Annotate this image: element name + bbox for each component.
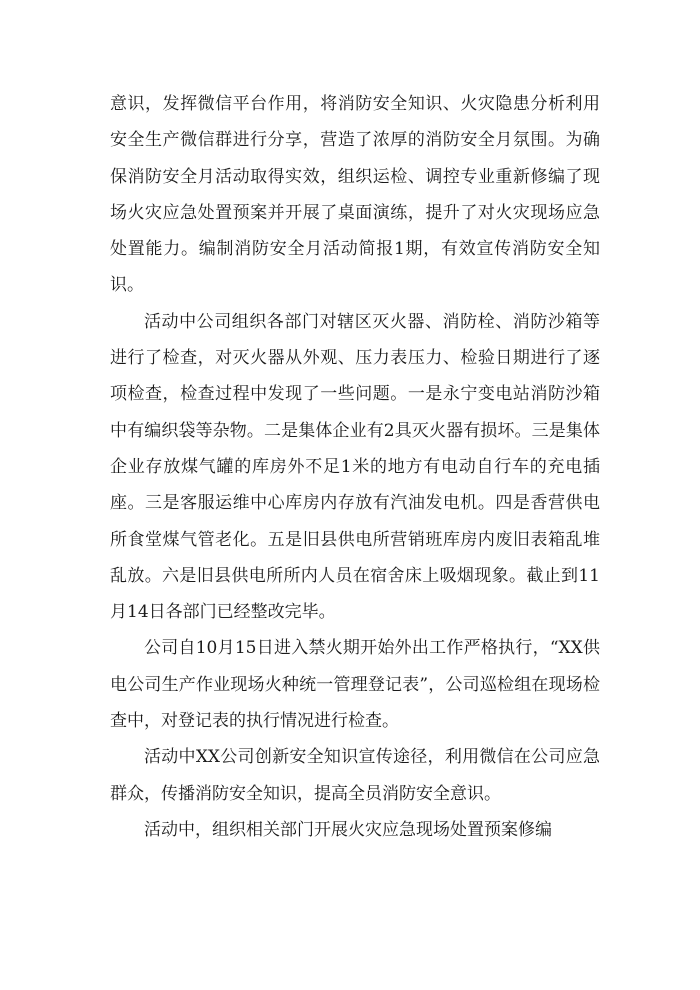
paragraph-1: 意识，发挥微信平台作用，将消防安全知识、火灾隐患分析利用安全生产微信群进行分享，营造了浓厚的消防安全月氛围。为确保消防安全月活动取得实效，组织运检、调控专业重新修编了现场火灾应急处置预案并开展了桌面演练，提升了对火灾现场应急处置能力。编制消防安全月活动简报1期，有效宣传消防安全知识。 bbox=[110, 94, 600, 296]
paragraph-3: 公司自10月15日进入禁火期开始外出工作严格执行，“XX供电公司生产作业现场火种统一管理登记表”，公司巡检组在现场检查中，对登记表的执行情况进行检查。 bbox=[110, 638, 600, 732]
document-body bbox=[110, 86, 600, 848]
paragraph-4: 活动中XX公司创新安全知识宣传途径，利用微信在公司应急群众，传播消防安全知识，提高全员消防安全意识。 bbox=[110, 747, 600, 804]
paragraph-2: 活动中公司组织各部门对辖区灭火器、消防栓、消防沙箱等进行了检查，对灭火器从外观、压力表压力、检验日期进行了逐项检查，检查过程中发现了一些问题。一是永宁变电站消防沙箱中有编织袋等杂物。二是集体企业有2具灭火器有损坏。三是集体企业存放煤气罐的库房外不足1米的地方有电动自行车的充电插座。三是客服运维中心库房内存放有汽油发电机。四是香营供电所食堂煤气管老化。五是旧县供电所营销班库房内废旧表箱乱堆乱放。六是旧县供电所所内人员在宿舍床上吸烟现象。截止到11月14日各部门已经整改完毕。 bbox=[110, 311, 600, 623]
paragraph-5: 活动中，组织相关部门开展火灾应急现场处置预案修编 bbox=[144, 819, 552, 840]
